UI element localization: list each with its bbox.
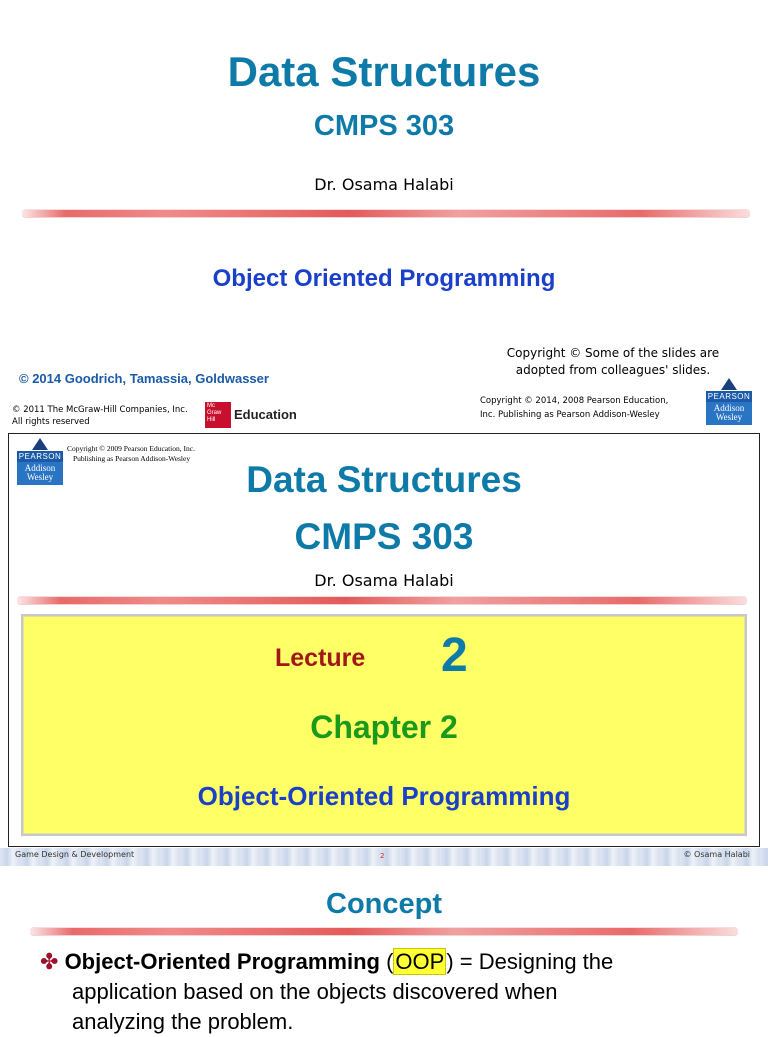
definition-line3: analyzing the problem. (72, 1009, 294, 1034)
paren-open: ( (379, 949, 394, 974)
definition-line2: application based on the objects discovered when (72, 979, 558, 1004)
mcgraw-education-label: Education (234, 407, 297, 422)
slide1-mcgraw-copyright (12, 404, 188, 428)
oop-abbreviation: OOP (395, 949, 445, 974)
slide1-gtg-copyright: © 2014 Goodrich, Tamassia, Goldwasser (19, 371, 269, 386)
slide2-copyright-line2: Publishing as Pearson Addison-Wesley (73, 454, 191, 463)
oop-term: Object-Oriented Programming (64, 949, 380, 974)
mcgraw-line1: © 2011 The McGraw-Hill Companies, Inc. (12, 405, 188, 415)
slide1-course: CMPS 303 (313, 110, 455, 142)
slide1-copyright-note (495, 345, 731, 379)
slide-footer (0, 848, 768, 866)
bullet-flower-icon: ✤ (40, 949, 59, 974)
slide1-subtitle: Object Oriented Programming (212, 265, 556, 292)
slide1-title: Data Structures (227, 48, 541, 95)
slide2-author: Dr. Osama Halabi (314, 571, 454, 590)
slide2-copyright-line1: Copyright © 2009 Pearson Education, Inc. (67, 444, 195, 453)
slide2-title: Data Structures (246, 459, 522, 500)
slide2-course: CMPS 303 (294, 516, 474, 557)
pearson-logo-aw1: Addison (713, 403, 745, 413)
pearson-logo-icon (721, 378, 737, 390)
pearson-line2: Inc. Publishing as Pearson Addison-Wesley (480, 410, 660, 420)
mcgraw-line2: All rights reserved (12, 417, 90, 427)
copyright-note-line2: adopted from colleagues' slides. (515, 363, 711, 377)
slide2-divider (17, 597, 747, 604)
slide1-author: Dr. Osama Halabi (314, 175, 454, 194)
definition-rest: ) = Designing the (446, 949, 614, 974)
lecture-number: 2 (441, 629, 468, 682)
pearson-logo-aw2: Wesley (715, 412, 743, 422)
topic-label: Object-Oriented Programming (197, 781, 571, 811)
mcgraw-hill-logo: Mc Graw Hill (205, 402, 231, 428)
lecture-box (21, 614, 747, 836)
slide3-heading: Concept (326, 888, 442, 920)
footer-right: © Osama Halabi (683, 850, 750, 859)
slide2-pearson-logo-name: PEARSON (18, 452, 62, 461)
lecture-label: Lecture (275, 644, 366, 672)
slide1-divider (22, 210, 750, 217)
slide3-divider (30, 928, 738, 935)
footer-left: Game Design & Development (15, 850, 135, 859)
footer-page-number: 2 (380, 852, 385, 860)
chapter-label: Chapter 2 (310, 709, 458, 745)
slide1-pearson-copyright (480, 394, 668, 422)
pearson-logo-name: PEARSON (707, 392, 751, 401)
slide2-frame (8, 433, 760, 847)
pearson-logo (706, 378, 752, 425)
slide2-pearson-logo-aw2: Wesley (26, 472, 54, 482)
pearson-logo-aw (706, 402, 752, 425)
copyright-note-line1: Copyright © Some of the slides are (506, 346, 720, 360)
pearson-line1: Copyright © 2014, 2008 Pearson Education, (480, 396, 669, 406)
slide2-pearson-logo-aw1: Addison (24, 463, 56, 473)
slide2-pearson-logo-icon (32, 438, 48, 450)
